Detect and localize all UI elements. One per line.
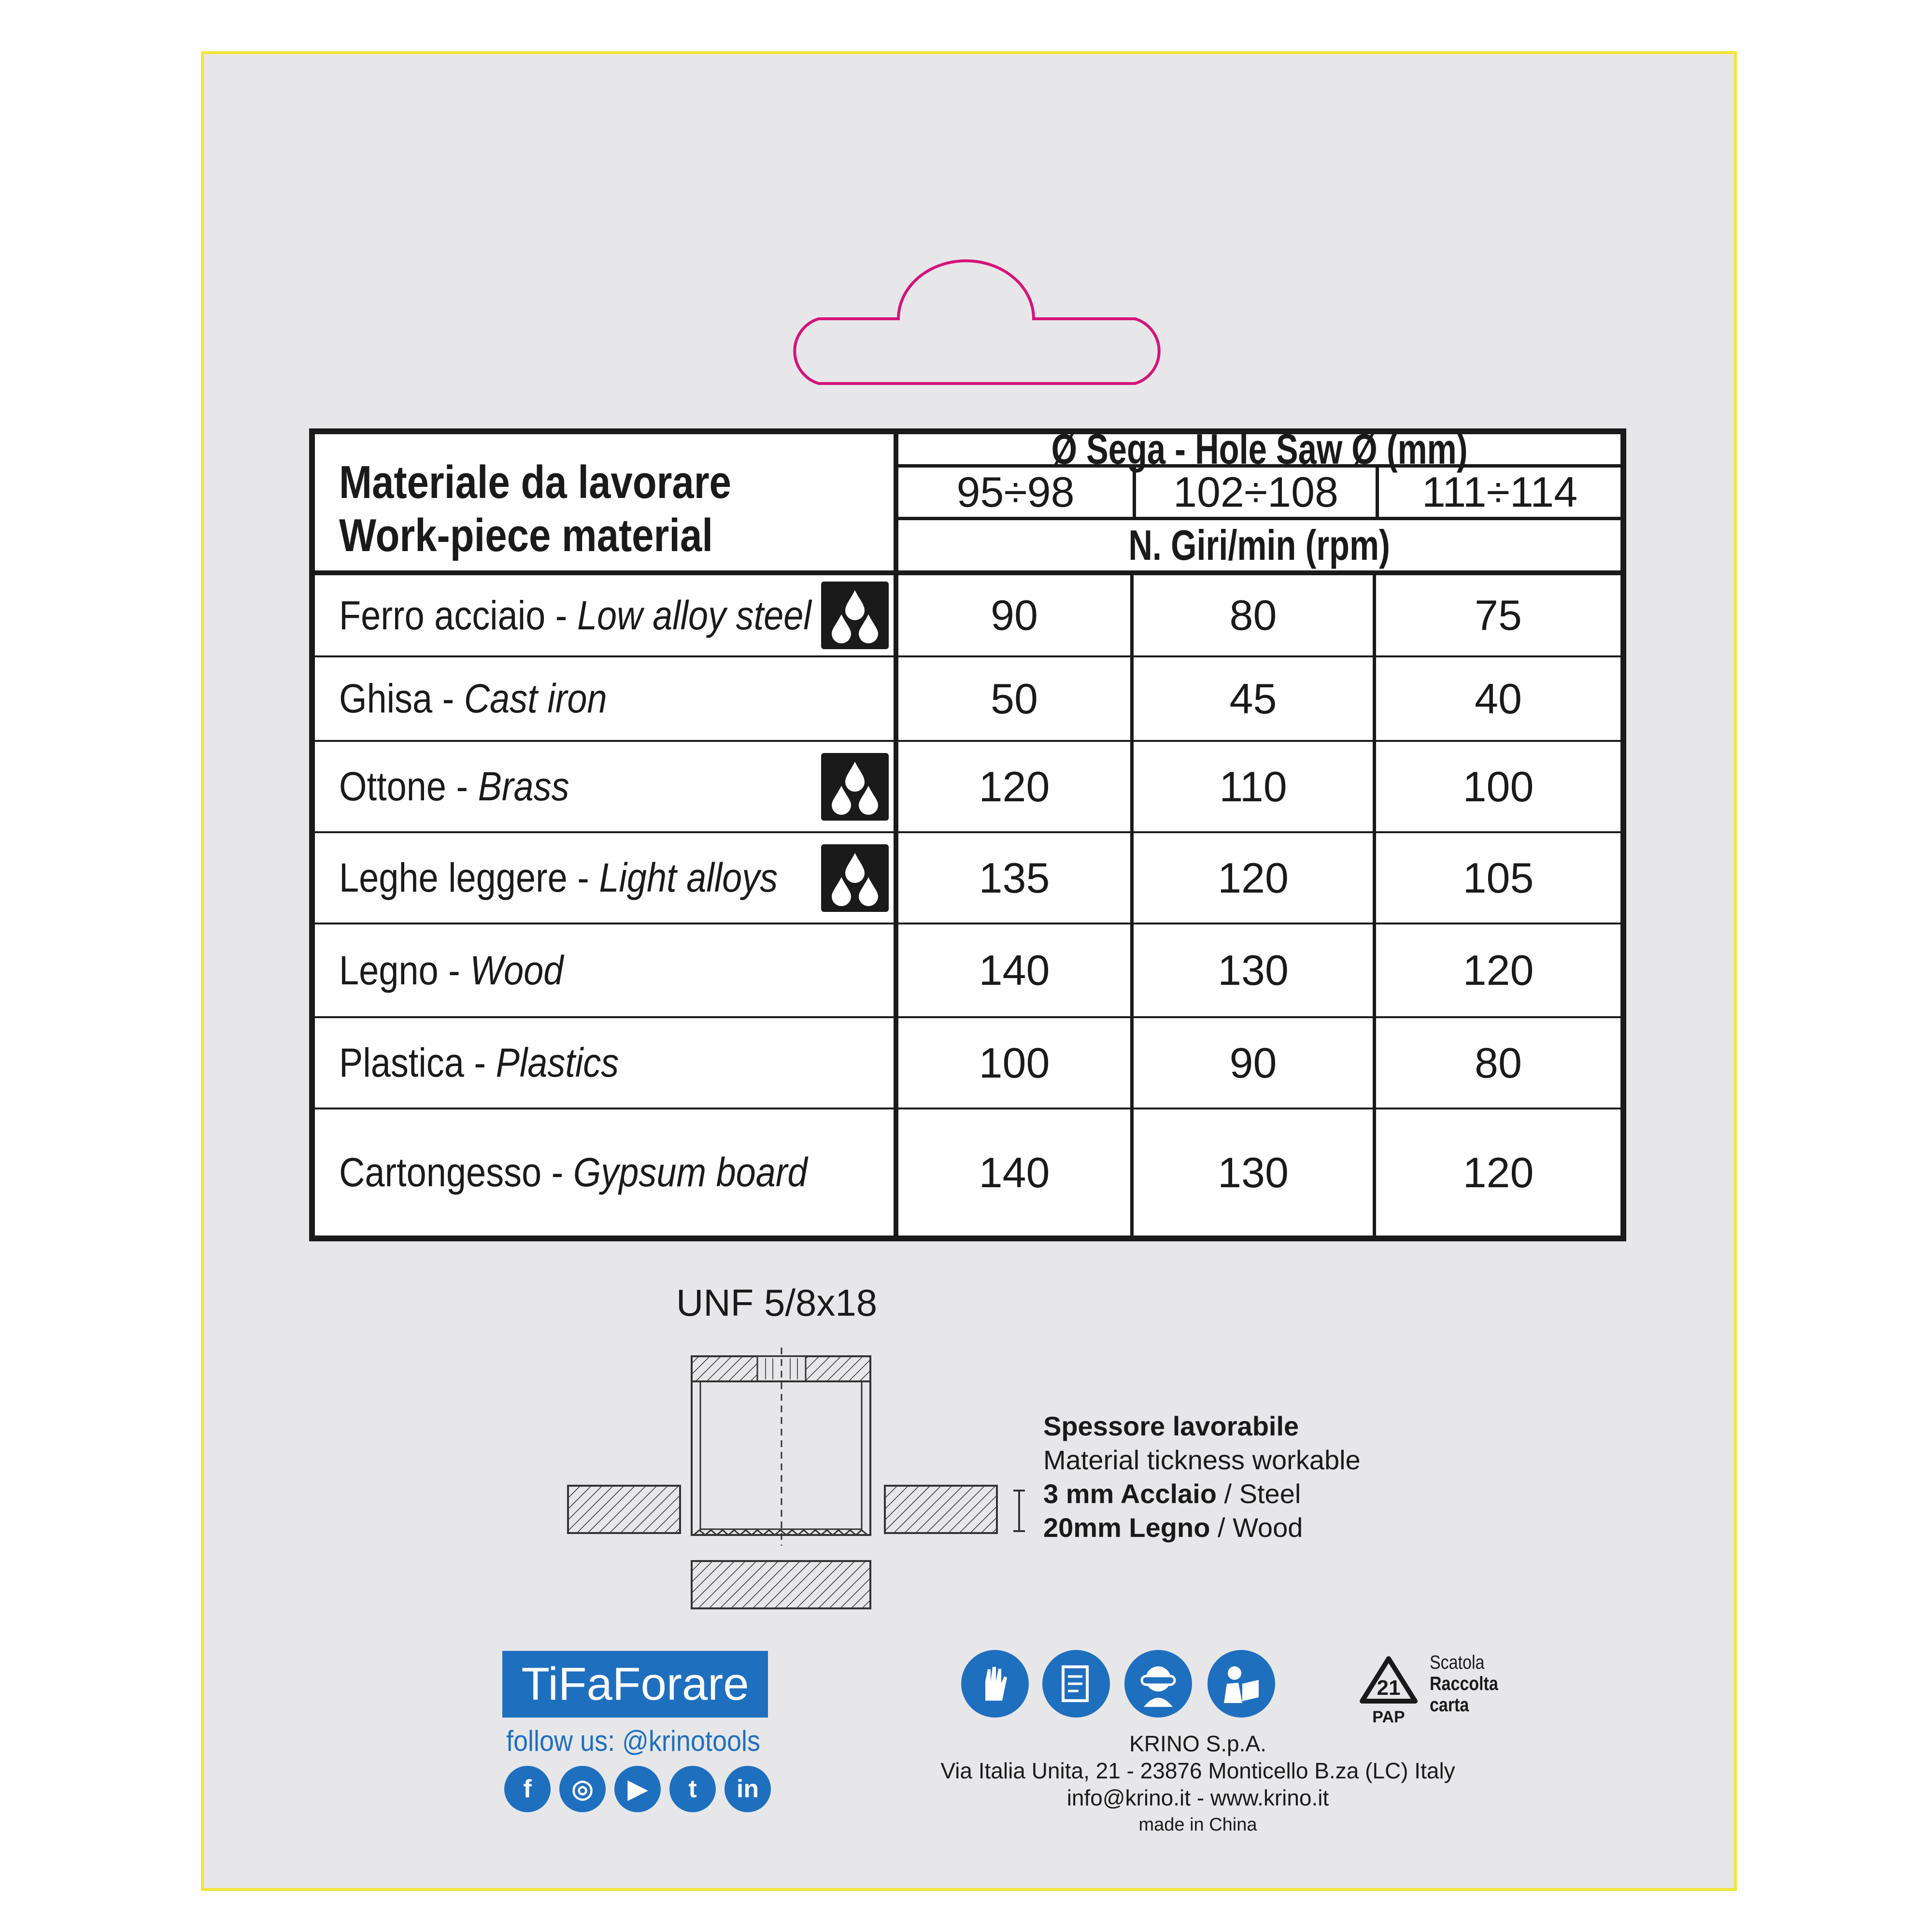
material-it: Ottone - bbox=[339, 764, 478, 809]
follow-us-text: follow us: @krinotools bbox=[506, 1725, 761, 1757]
rpm-value: 105 bbox=[1463, 853, 1534, 902]
material-cell bbox=[339, 833, 870, 923]
material-it: Ghisa - bbox=[339, 676, 464, 721]
address-line: Via Italia Unita, 21 - 23876 Monticello B.za (LC) Italy bbox=[940, 1758, 1455, 1783]
grid-line bbox=[1373, 575, 1376, 1236]
material-en: Brass bbox=[478, 764, 569, 809]
packaging-note bbox=[1430, 1652, 1498, 1716]
material-cell bbox=[339, 742, 870, 831]
material-en: Plastics bbox=[496, 1040, 619, 1085]
social-glyph: in bbox=[736, 1775, 759, 1803]
grid-line bbox=[898, 517, 1620, 520]
rpm-value: 80 bbox=[1475, 1038, 1522, 1087]
rpm-value: 140 bbox=[979, 1148, 1050, 1196]
linkedin-icon[interactable] bbox=[724, 1766, 771, 1812]
spec-steel-value: 3 mm Acclaio bbox=[1043, 1478, 1217, 1509]
grid-line bbox=[1130, 575, 1134, 1236]
material-cell bbox=[339, 1109, 870, 1236]
rpm-value: 140 bbox=[979, 946, 1050, 994]
rpm-value: 120 bbox=[1463, 1148, 1534, 1196]
material-en: Low alloy steel bbox=[577, 592, 811, 638]
rpm-value: 130 bbox=[1218, 946, 1289, 994]
thickness-spec bbox=[1043, 1409, 1361, 1545]
packaging-line-1: Scatola bbox=[1430, 1652, 1485, 1673]
gloves-icon bbox=[961, 1650, 1029, 1718]
rpm-value: 90 bbox=[1229, 1038, 1277, 1087]
rpm-value: 45 bbox=[1229, 674, 1277, 723]
packaging-line-3: carta bbox=[1430, 1694, 1469, 1716]
range-header: 102÷108 bbox=[1173, 468, 1338, 516]
company-address bbox=[937, 1730, 1459, 1838]
recycle-material: PAP bbox=[1372, 1708, 1405, 1726]
rpm-value: 50 bbox=[991, 674, 1038, 723]
goggles-icon bbox=[1124, 1650, 1192, 1718]
rpm-value: 135 bbox=[979, 853, 1050, 902]
rpm-value: 100 bbox=[979, 1038, 1050, 1087]
spec-steel-label: / Steel bbox=[1216, 1478, 1301, 1509]
social-glyph: f bbox=[523, 1775, 532, 1803]
brand-logo: TiFaForare bbox=[502, 1651, 768, 1718]
rpm-value: 130 bbox=[1218, 1148, 1289, 1196]
spec-wood-value: 20mm Legno bbox=[1043, 1512, 1210, 1543]
material-cell bbox=[339, 575, 870, 655]
rpm-value: 110 bbox=[1219, 762, 1287, 810]
recycle-code: 21 bbox=[1377, 1676, 1401, 1700]
coolant-drops-icon bbox=[821, 582, 889, 649]
twitter-icon[interactable] bbox=[669, 1766, 716, 1812]
grid-line bbox=[894, 434, 898, 1236]
company-name: KRINO S.p.A. bbox=[1129, 1731, 1266, 1756]
material-it: Ferro acciaio - bbox=[339, 592, 577, 638]
social-glyph: ▶ bbox=[628, 1775, 647, 1803]
material-cell bbox=[339, 657, 870, 740]
material-en: Cast iron bbox=[464, 676, 607, 721]
social-glyph: ◎ bbox=[571, 1775, 594, 1803]
rpm-value: 40 bbox=[1475, 674, 1522, 723]
read-instructions-icon bbox=[1208, 1650, 1275, 1718]
rpm-table bbox=[309, 425, 1626, 1241]
spec-subtitle: Material tickness workable bbox=[1043, 1445, 1361, 1475]
diameter-header: Ø Sega - Hole Saw Ø (mm) bbox=[1051, 425, 1468, 473]
spec-wood-label: / Wood bbox=[1210, 1512, 1303, 1543]
rpm-value: 100 bbox=[1463, 762, 1534, 810]
thread-label: UNF 5/8x18 bbox=[676, 1281, 878, 1324]
rpm-value: 120 bbox=[1463, 946, 1534, 994]
range-header: 111÷114 bbox=[1421, 468, 1578, 516]
spec-title: Spessore lavorabile bbox=[1043, 1411, 1299, 1441]
material-it: Leghe leggere - bbox=[339, 855, 599, 900]
range-header: 95÷98 bbox=[956, 468, 1075, 516]
coolant-drops-icon bbox=[821, 753, 889, 821]
material-en: Light alloys bbox=[599, 855, 778, 900]
origin-line: made in China bbox=[1138, 1815, 1257, 1835]
contact-line: info@krino.it - www.krino.it bbox=[1066, 1785, 1329, 1810]
material-header bbox=[339, 449, 880, 569]
material-header-en: Work-piece material bbox=[339, 510, 713, 561]
rpm-header: N. Giri/min (rpm) bbox=[1128, 521, 1391, 569]
material-header-it: Materiale da lavorare bbox=[339, 456, 731, 508]
youtube-icon[interactable] bbox=[614, 1766, 661, 1812]
material-it: Cartongesso - bbox=[339, 1150, 573, 1195]
rpm-value: 80 bbox=[1229, 591, 1277, 639]
manual-icon bbox=[1042, 1650, 1110, 1718]
rpm-value: 120 bbox=[979, 762, 1050, 810]
rpm-value: 120 bbox=[1218, 853, 1289, 902]
material-it: Legno - bbox=[339, 947, 470, 993]
material-cell bbox=[339, 924, 870, 1016]
facebook-icon[interactable] bbox=[504, 1766, 551, 1812]
instagram-icon[interactable] bbox=[559, 1766, 606, 1812]
rpm-value: 90 bbox=[991, 591, 1038, 639]
coolant-drops-icon bbox=[821, 844, 889, 912]
rpm-value: 75 bbox=[1475, 591, 1522, 639]
material-it: Plastica - bbox=[339, 1040, 496, 1085]
material-en: Wood bbox=[470, 947, 564, 993]
material-cell bbox=[339, 1018, 870, 1108]
material-en: Gypsum board bbox=[573, 1150, 808, 1195]
social-glyph: t bbox=[688, 1775, 697, 1803]
packaging-line-2: Raccolta bbox=[1430, 1673, 1498, 1694]
grid-line bbox=[315, 570, 1620, 575]
